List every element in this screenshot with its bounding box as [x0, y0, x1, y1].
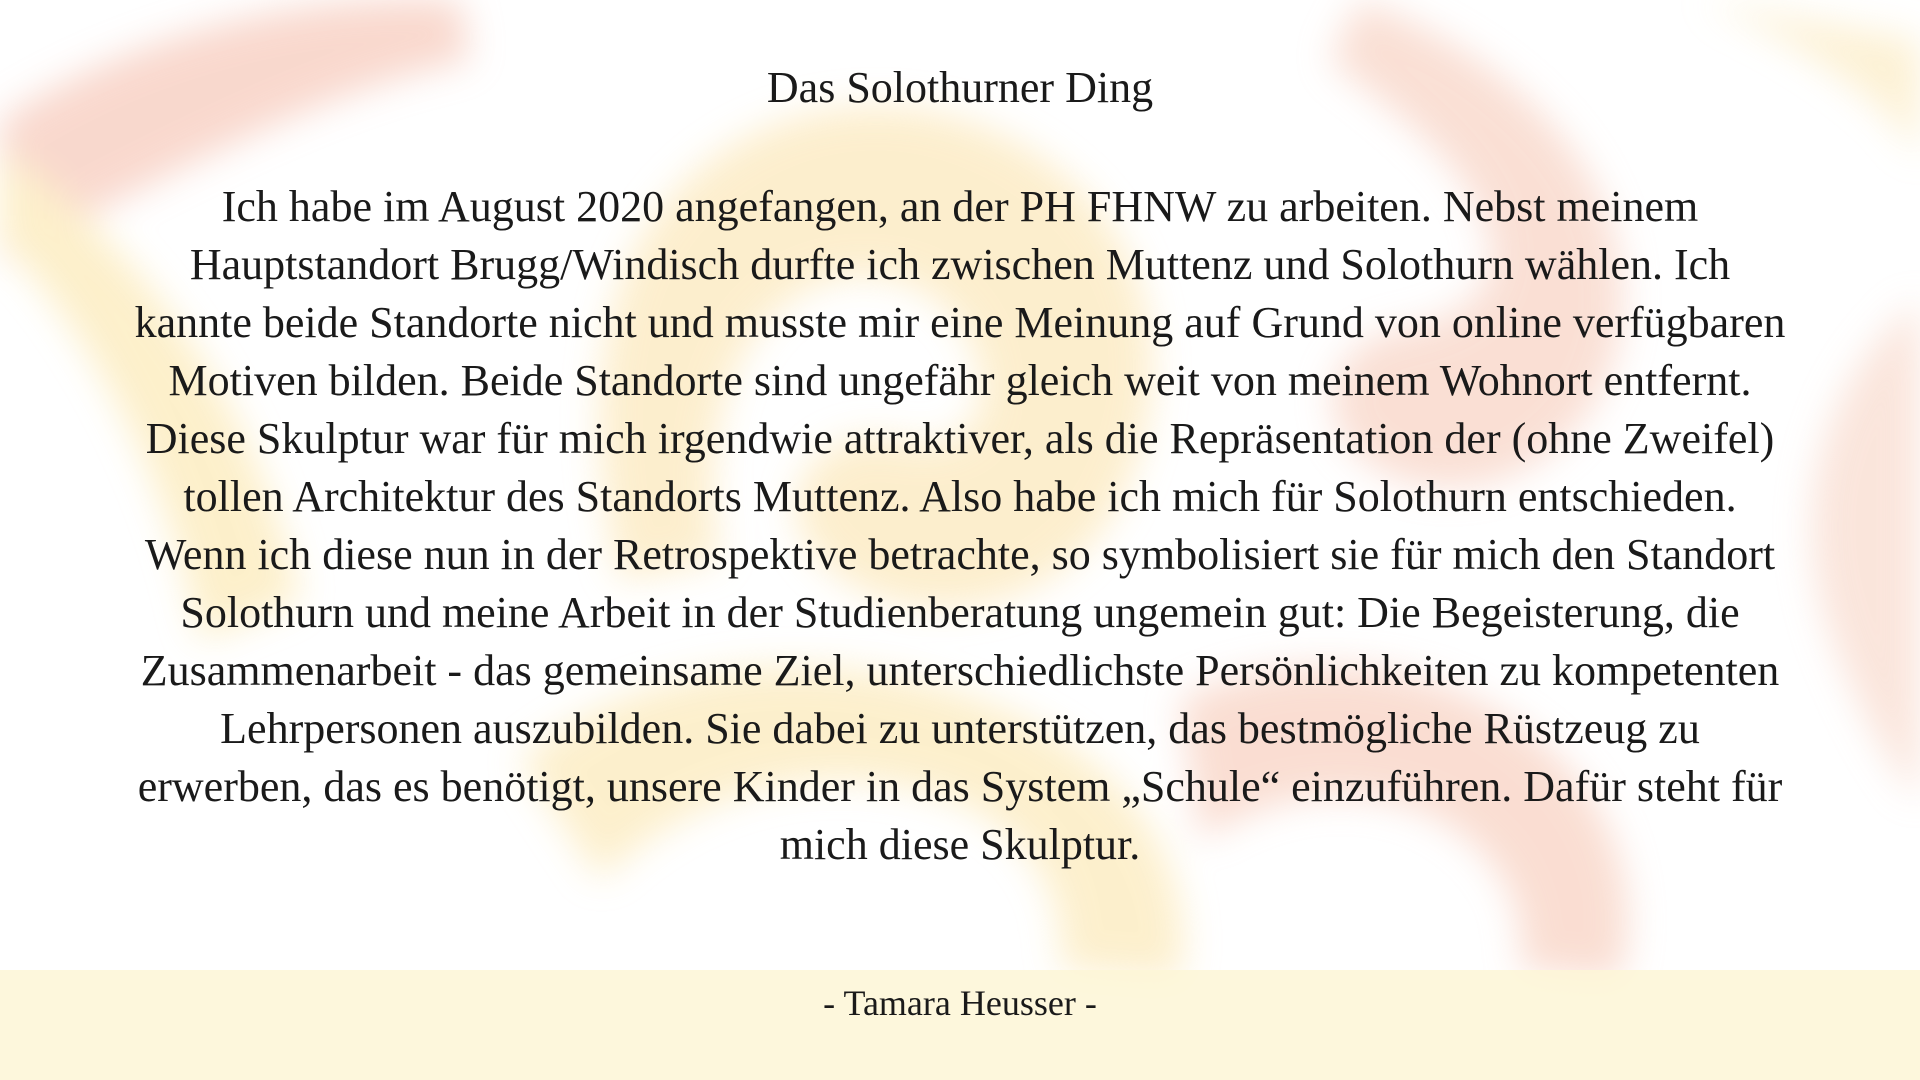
author-signature: - Tamara Heusser - — [823, 983, 1097, 1023]
red-ribbon-right — [1812, 300, 1920, 800]
text-block — [120, 60, 1800, 874]
page-title: Das Solothurner Ding — [766, 63, 1154, 112]
body-paragraph: Ich habe im August 2020 angefangen, an der PH FHNW zu arbeiten. Nebst meinem Hauptstandort Brugg/Windisch durfte ich zwischen Muttenz und Solothurn wählen. Ich kannte beide Standorte nicht und musste mir eine Meinung auf Grund von online verfügbaren Motiven bilden. Beide Standorte sind ungefähr gleich weit von meinem Wohnort entfernt. Diese Skulptur war für mich irgendwie attraktiver, als die Repräsentation der (ohne Zweifel) tollen Architektur des Standorts Muttenz. Also habe ich mich für Solothurn entschieden. Wenn ich diese nun in der Retrospektive betrachte, so symbolisiert sie für mich den Standort Solothurn und meine Arbeit in der Studienberatung ungemein gut: Die Begeisterung, die Zusammenarbeit - das gemeinsame Ziel, unterschiedlichste Persönlichkeiten zu kompetenten Lehrpersonen auszubilden. Sie dabei zu unterstützen, das bestmögliche Rüstzeug zu erwerben, das es benötigt, unsere Kinder in das System „Schule“ einzuführen. Dafür steht für mich diese Skulptur. — [134, 182, 1786, 869]
